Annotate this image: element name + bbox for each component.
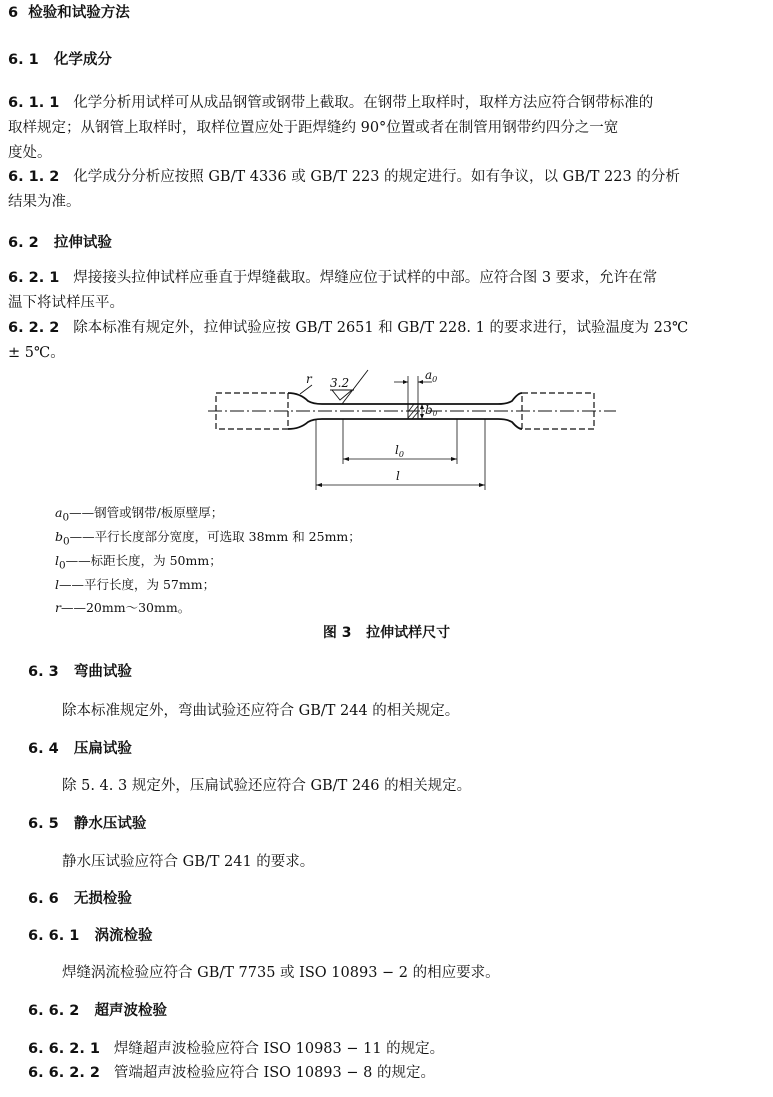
legend-symbol: r bbox=[55, 600, 61, 615]
section-title: 检验和试验方法 bbox=[28, 5, 130, 21]
clause-text: 化学成分分析应按照 GB/T 4336 或 GB/T 223 的规定进行。如有争议，以 GB/T 223 的分析 bbox=[73, 169, 680, 185]
heading-6-6-1 bbox=[28, 926, 153, 946]
heading-6-5 bbox=[28, 814, 146, 834]
caption-title: 拉伸试样尺寸 bbox=[366, 625, 451, 641]
l0-label: $l_0$ bbox=[395, 443, 404, 459]
legend-item-l bbox=[55, 576, 215, 594]
para-6-1-2-line1 bbox=[8, 167, 680, 187]
section-title: 超声波检验 bbox=[94, 1003, 168, 1019]
para-6-2-2-line1 bbox=[8, 318, 688, 338]
section-title: 化学成分 bbox=[53, 52, 112, 68]
clause-number: 6. 6. 2. 1 bbox=[28, 1041, 101, 1057]
para-6-1-1-line1 bbox=[8, 93, 653, 113]
clause-number: 6. 2. 2 bbox=[8, 320, 60, 336]
legend-subscript: 0 bbox=[62, 511, 70, 524]
legend-symbol: l bbox=[55, 553, 59, 568]
section-number: 6. 5 bbox=[28, 816, 59, 832]
para-6-6-1: 焊缝涡流检验应符合 GB/T 7735 或 ISO 10893 − 2 的相应要求。 bbox=[62, 965, 500, 981]
legend-text: ——标距长度，为 50mm； bbox=[65, 553, 222, 568]
b0-label: b0 bbox=[425, 403, 438, 418]
heading-6-3 bbox=[28, 662, 132, 682]
heading-6-6 bbox=[28, 889, 132, 909]
section-title: 弯曲试验 bbox=[73, 664, 132, 680]
para-6-1-1-line2: 取样规定；从钢管上取样时，取样位置应处于距焊缝约 90°位置或者在制管用钢带约四分之一宽 bbox=[8, 120, 619, 136]
clause-text: 化学分析用试样可从成品钢管或钢带上截取。在钢带上取样时，取样方法应符合钢带标准的 bbox=[73, 95, 654, 111]
legend-subscript: 0 bbox=[63, 535, 70, 548]
a0-label: $a_0$ bbox=[425, 368, 438, 384]
legend-subscript: 0 bbox=[59, 559, 66, 572]
figure-caption bbox=[0, 622, 773, 642]
clause-text: 焊接接头拉伸试样应垂直于焊缝截取。焊缝应位于试样的中部。应符合图 3 要求，允许在常 bbox=[73, 270, 658, 286]
specimen-bottom-edge bbox=[288, 419, 522, 429]
legend-item-r bbox=[55, 599, 190, 617]
para-6-2-1-line1 bbox=[8, 268, 657, 288]
legend-text: ——钢管或钢带/板原壁厚； bbox=[69, 505, 224, 520]
legend-text: ——20mm～30mm。 bbox=[60, 600, 191, 615]
section-number: 6. 3 bbox=[28, 664, 59, 680]
clause-text: 除本标准有规定外，拉伸试验应按 GB/T 2651 和 GB/T 228. 1 的要求进行，试验温度为 23℃ bbox=[73, 320, 689, 336]
legend-text: ——平行长度，为 57mm； bbox=[59, 577, 216, 592]
para-6-2-2-line2: ± 5℃。 bbox=[8, 345, 65, 361]
legend-symbol: b bbox=[55, 529, 64, 544]
clause-text: 管端超声波检验应符合 ISO 10893 − 8 的规定。 bbox=[113, 1065, 435, 1081]
heading-6-1 bbox=[8, 50, 112, 70]
section-number: 6. 6. 2 bbox=[28, 1003, 80, 1019]
roughness-label: 3.2 bbox=[330, 376, 350, 390]
legend-symbol: a bbox=[55, 505, 63, 520]
heading-6-6-2 bbox=[28, 1001, 167, 1021]
heading-6-4 bbox=[28, 739, 132, 759]
specimen-top-edge bbox=[288, 393, 522, 404]
para-6-1-1-line3: 度处。 bbox=[8, 145, 52, 161]
section-title: 压扁试验 bbox=[73, 741, 132, 757]
clause-number: 6. 1. 2 bbox=[8, 169, 60, 185]
caption-number: 图 3 bbox=[322, 625, 352, 641]
para-6-5: 静水压试验应符合 GB/T 241 的要求。 bbox=[62, 854, 315, 870]
section-number: 6. 4 bbox=[28, 741, 59, 757]
heading-6 bbox=[8, 3, 130, 23]
legend-text: ——平行长度部分宽度，可选取 38mm 和 25mm； bbox=[69, 529, 361, 544]
section-number: 6. 1 bbox=[8, 52, 39, 68]
section-number: 6. 6. 1 bbox=[28, 928, 80, 944]
section-number: 6. 2 bbox=[8, 235, 39, 251]
l-label: l bbox=[396, 469, 400, 483]
legend-item-b0 bbox=[55, 528, 361, 551]
clause-number: 6. 6. 2. 2 bbox=[28, 1065, 101, 1081]
section-number: 6. 6 bbox=[28, 891, 59, 907]
tensile-specimen-figure bbox=[200, 368, 620, 498]
section-title: 无损检验 bbox=[73, 891, 132, 907]
clause-number: 6. 1. 1 bbox=[8, 95, 60, 111]
para-6-6-2-2 bbox=[28, 1063, 435, 1083]
section-number: 6 bbox=[8, 5, 19, 21]
section-title: 拉伸试验 bbox=[53, 235, 112, 251]
legend-item-l0 bbox=[55, 552, 222, 575]
para-6-4: 除 5. 4. 3 规定外，压扁试验还应符合 GB/T 246 的相关规定。 bbox=[62, 778, 472, 794]
para-6-1-2-line2: 结果为准。 bbox=[8, 194, 81, 210]
heading-6-2 bbox=[8, 233, 112, 253]
clause-text: 焊缝超声波检验应符合 ISO 10983 − 11 的规定。 bbox=[113, 1041, 445, 1057]
para-6-3: 除本标准规定外，弯曲试验还应符合 GB/T 244 的相关规定。 bbox=[62, 703, 460, 719]
legend-symbol: l bbox=[55, 577, 59, 592]
legend-item-a0 bbox=[55, 504, 223, 527]
clause-number: 6. 2. 1 bbox=[8, 270, 60, 286]
section-title: 静水压试验 bbox=[73, 816, 147, 832]
para-6-2-1-line2: 温下将试样压平。 bbox=[8, 295, 124, 311]
section-title: 涡流检验 bbox=[94, 928, 153, 944]
para-6-6-2-1 bbox=[28, 1039, 444, 1059]
r-label: r bbox=[306, 372, 312, 386]
